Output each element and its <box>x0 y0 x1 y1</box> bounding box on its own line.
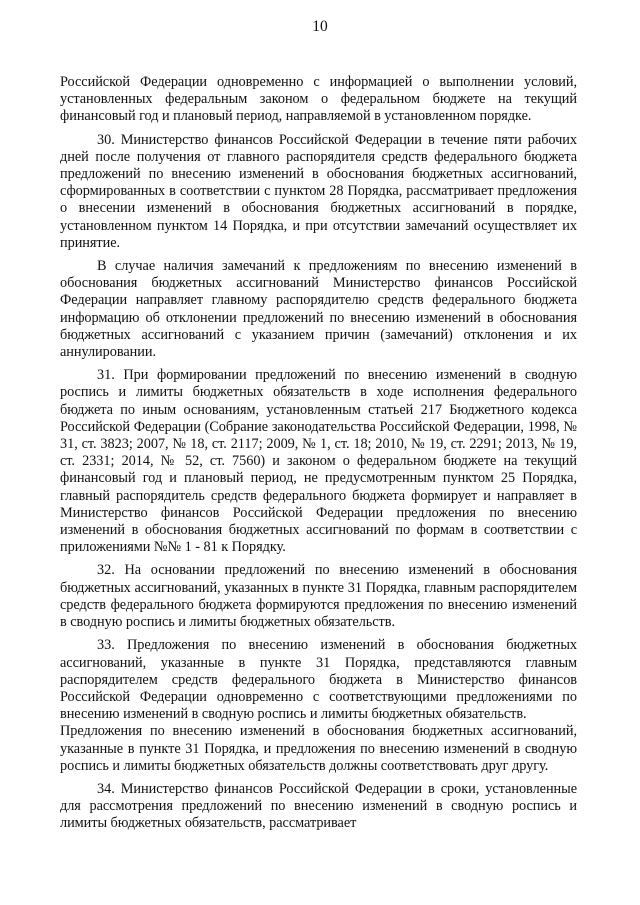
paragraph-continued: Российской Федерации одновременно с информацией о выполнении условий, установленных федеральным законом о федеральном бюджете на текущий финансовый год и плановый период, направляемой в установленном порядке. <box>60 74 577 125</box>
document-body <box>60 74 577 839</box>
paragraph-34: 34. Министерство финансов Российской Федерации в сроки, установленные для рассмотрения предложений по внесению изменений в сводную роспись и лимиты бюджетных обязательств, рассматривает <box>60 780 577 832</box>
paragraph-32: 32. На основании предложений по внесению изменений в обоснования бюджетных ассигнований, указанных в пункте 31 Порядка, главным распорядителем средств федерального бюджета формируются предложения по внесению изменений в сводную роспись и лимиты бюджетных обязательств. <box>60 562 577 631</box>
paragraph-31: 31. При формировании предложений по внесению изменений в сводную роспись и лимиты бюджетных обязательств в ходе исполнения федерального бюджета по иным основаниям, установленным статьей 217 Бюджетного кодекса Российской Федерации (Собрание законодательства Российской Федерации, 1998, № 31, ст. 3823; 2007, № 18, ст. 2117; 2009, № 1, ст. 18; 2010, № 19, ст. 2291; 2013, № 19, ст. 2331; 2014, № 52, ст. 7560) и законом о федеральном бюджете на текущий финансовый год и плановый период, не предусмотренным пунктом 25 Порядка, главный распорядитель средств федерального бюджета формирует и направляет в Министерство финансов Российской Федерации предложения по внесению изменений в обоснования бюджетных ассигнований по формам в соответствии с приложениями №№ 1 - 81 к Порядку. <box>60 367 577 556</box>
page-number: 10 <box>312 18 328 35</box>
paragraph-30-remarks: В случае наличия замечаний к предложениям по внесению изменений в обоснования бюджетных ассигнований Министерство финансов Российской Федерации направляет главному распорядителю средств федерального бюджета информацию об отклонении предложений по внесению изменений в обоснования бюджетных ассигнований с указанием причин (замечаний) отклонения и их аннулировании. <box>60 258 577 361</box>
paragraph-33: 33. Предложения по внесению изменений в обоснования бюджетных ассигнований, указанные в пункте 31 Порядка, представляются главным распорядителем средств федерального бюджета в Министерство финансов Российской Федерации одновременно с соответствующими предложениями по внесению изменений в сводную роспись и лимиты бюджетных обязательств. <box>60 637 577 723</box>
paragraph-33-continued: Предложения по внесению изменений в обоснования бюджетных ассигнований, указанные в пункте 31 Порядка, и предложения по внесению изменений в сводную роспись и лимиты бюджетных обязательств должны соответствовать друг другу. <box>60 723 577 774</box>
paragraph-30: 30. Министерство финансов Российской Федерации в течение пяти рабочих дней после получения от главного распорядителя средств федерального бюджета предложений по внесению изменений в обоснования бюджетных ассигнований, сформированных в соответствии с пунктом 28 Порядка, рассматривает предложения о внесении изменений в обоснования бюджетных ассигнований в порядке, установленном пунктом 14 Порядка, и при отсутствии замечаний осуществляет их принятие. <box>60 131 577 251</box>
